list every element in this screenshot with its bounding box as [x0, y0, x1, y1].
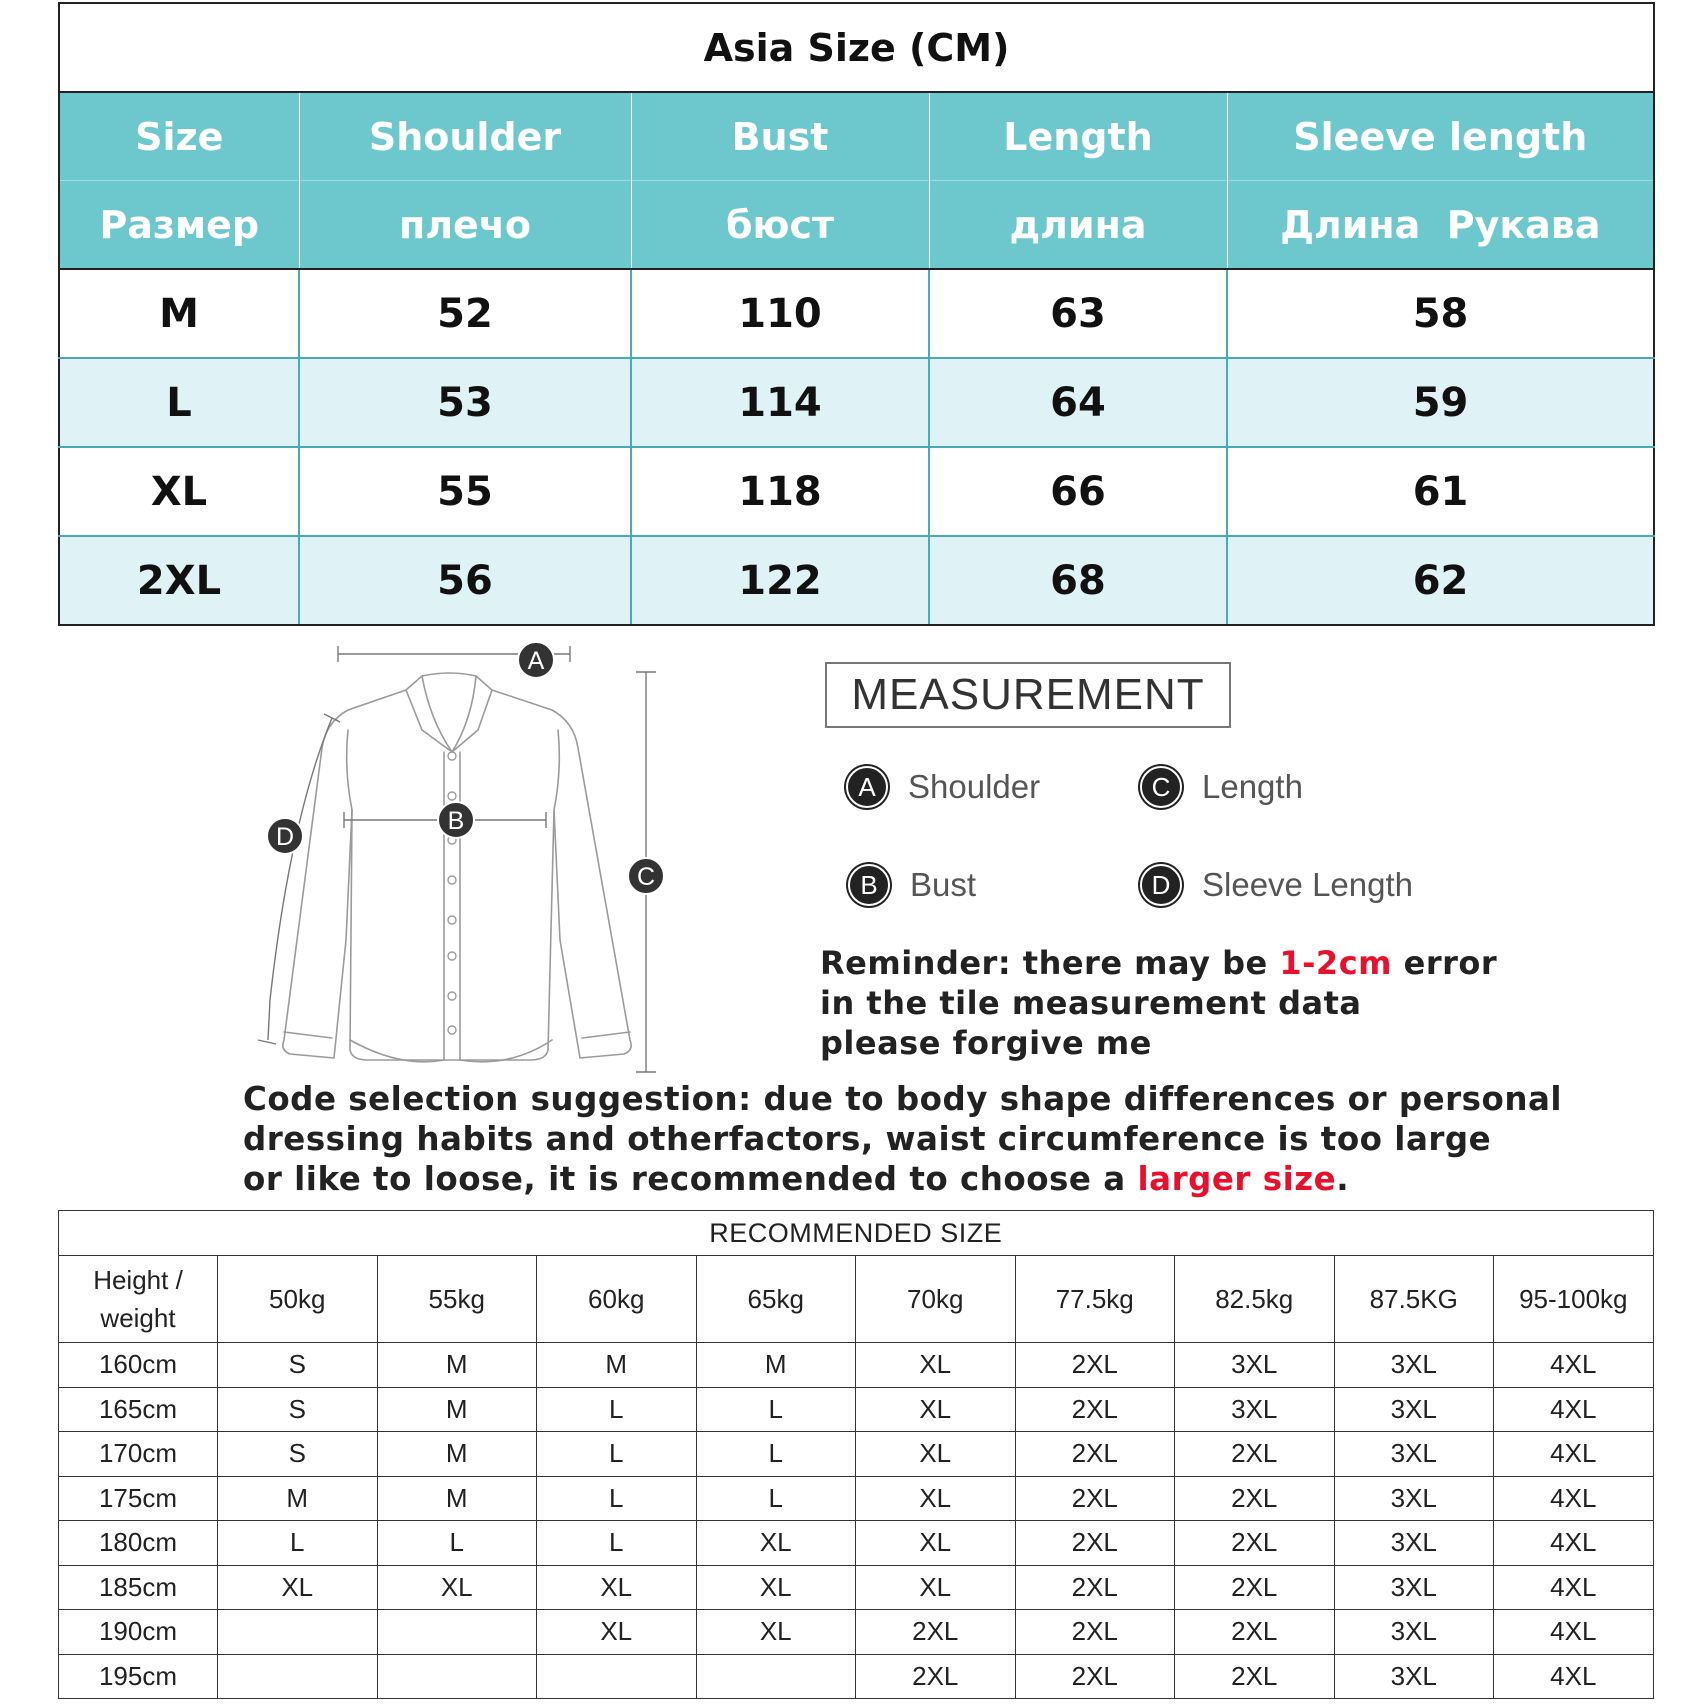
- size-cell: 2XL: [1015, 1654, 1175, 1699]
- weight-header: 95-100kg: [1494, 1256, 1654, 1343]
- size-cell: XL: [696, 1521, 856, 1566]
- size-cell: XL: [377, 1565, 537, 1610]
- size-cell: 3XL: [1175, 1343, 1335, 1388]
- size-cell: M: [377, 1387, 537, 1432]
- size-cell: S: [218, 1387, 378, 1432]
- measurement-title: MEASUREMENT: [825, 662, 1231, 728]
- marker-b-icon: [438, 802, 474, 838]
- size-cell: 2XL: [1015, 1521, 1175, 1566]
- size-cell: 4XL: [1494, 1521, 1654, 1566]
- length-cell: 63: [929, 269, 1227, 358]
- size-cell: 4XL: [1494, 1565, 1654, 1610]
- size-cell: 3XL: [1334, 1432, 1494, 1477]
- size-cell: L: [696, 1387, 856, 1432]
- recommended-size-table: [58, 1210, 1654, 1699]
- legend-length: [1140, 766, 1303, 808]
- size-cell: S: [218, 1343, 378, 1388]
- header-shoulder: Shoulder: [299, 92, 631, 181]
- size-cell: 2XL: [1015, 1610, 1175, 1655]
- header-bust-ru: бюст: [631, 181, 929, 270]
- size-cell: 3XL: [1334, 1476, 1494, 1521]
- size-cell: 4XL: [1494, 1654, 1654, 1699]
- legend-bust: [848, 864, 976, 906]
- size-cell: 2XL: [1015, 1565, 1175, 1610]
- svg-text:A: A: [527, 647, 545, 675]
- shoulder-cell: 56: [299, 536, 631, 625]
- size-cell: L: [218, 1521, 378, 1566]
- length-cell: 68: [929, 536, 1227, 625]
- size-cell: L: [537, 1432, 697, 1477]
- header-size-ru: Размер: [59, 181, 299, 270]
- table-row: [59, 1387, 1654, 1432]
- height-weight-corner: [59, 1256, 218, 1343]
- size-chart-title: Asia Size (CM): [59, 3, 1654, 92]
- reminder-highlight: 1-2cm: [1279, 944, 1392, 982]
- suggestion-line-3: or like to loose, it is recommended to choose a: [243, 1160, 1138, 1198]
- size-cell: 3XL: [1334, 1565, 1494, 1610]
- height-cell: 195cm: [59, 1654, 218, 1699]
- size-cell: 3XL: [1334, 1610, 1494, 1655]
- size-cell: 2XL: [1175, 1610, 1335, 1655]
- table-row: [59, 1654, 1654, 1699]
- badge-b-icon: B: [848, 864, 890, 906]
- size-cell: M: [59, 269, 299, 358]
- size-cell: XL: [696, 1610, 856, 1655]
- length-cell: 66: [929, 447, 1227, 536]
- header-size: Size: [59, 92, 299, 181]
- size-cell: [218, 1610, 378, 1655]
- reminder-text-end: error: [1392, 944, 1498, 982]
- size-cell: L: [696, 1476, 856, 1521]
- size-cell: [377, 1610, 537, 1655]
- size-cell: 2XL: [1015, 1432, 1175, 1477]
- size-cell: 2XL: [1175, 1654, 1335, 1699]
- recommended-title: RECOMMENDED SIZE: [59, 1211, 1654, 1256]
- marker-d-icon: [267, 818, 303, 854]
- size-cell: 4XL: [1494, 1432, 1654, 1477]
- size-cell: M: [377, 1476, 537, 1521]
- size-cell: XL: [537, 1565, 697, 1610]
- size-cell: XL: [59, 447, 299, 536]
- badge-d-icon: D: [1140, 864, 1182, 906]
- marker-a-icon: [518, 642, 554, 678]
- shoulder-cell: 52: [299, 269, 631, 358]
- height-cell: 185cm: [59, 1565, 218, 1610]
- sleeve-cell: 58: [1227, 269, 1654, 358]
- reminder-line-2: in the tile measurement data: [820, 984, 1362, 1022]
- size-cell: [537, 1654, 697, 1699]
- weight-header: 50kg: [218, 1256, 378, 1343]
- header-bust: Bust: [631, 92, 929, 181]
- size-cell: L: [537, 1387, 697, 1432]
- weight-header: 77.5kg: [1015, 1256, 1175, 1343]
- size-cell: 2XL: [1175, 1432, 1335, 1477]
- suggestion-line-2: dressing habits and otherfactors, waist circumference is too large: [243, 1120, 1492, 1158]
- size-cell: 3XL: [1175, 1387, 1335, 1432]
- size-cell: XL: [856, 1565, 1016, 1610]
- reminder-line-3: please forgive me: [820, 1024, 1152, 1062]
- size-chart-table: [58, 2, 1655, 626]
- size-cell: 2XL: [1175, 1476, 1335, 1521]
- legend-label: Shoulder: [908, 768, 1041, 805]
- legend-shoulder: [846, 766, 1040, 808]
- size-cell: XL: [537, 1610, 697, 1655]
- reminder-text: Reminder: there may be: [820, 944, 1280, 982]
- size-cell: 2XL: [856, 1610, 1016, 1655]
- marker-c-icon: [628, 858, 664, 894]
- size-cell: L: [696, 1432, 856, 1477]
- size-cell: 4XL: [1494, 1476, 1654, 1521]
- table-row: [59, 1343, 1654, 1388]
- suggestion-line-1: Code selection suggestion: due to body shape differences or personal: [243, 1080, 1563, 1118]
- size-cell: XL: [856, 1521, 1016, 1566]
- size-cell: XL: [856, 1387, 1016, 1432]
- weight-header: 60kg: [537, 1256, 697, 1343]
- suggestion-end: .: [1336, 1160, 1350, 1198]
- header-length-ru: длина: [929, 181, 1227, 270]
- size-cell: S: [218, 1432, 378, 1477]
- size-cell: 2XL: [59, 536, 299, 625]
- bust-cell: 118: [631, 447, 929, 536]
- size-cell: 4XL: [1494, 1387, 1654, 1432]
- svg-text:B: B: [447, 807, 465, 835]
- height-cell: 165cm: [59, 1387, 218, 1432]
- weight-header: 65kg: [696, 1256, 856, 1343]
- height-cell: 160cm: [59, 1343, 218, 1388]
- size-cell: 2XL: [1175, 1565, 1335, 1610]
- size-cell: L: [59, 358, 299, 447]
- size-row-l: [59, 358, 1654, 447]
- size-cell: 2XL: [1015, 1387, 1175, 1432]
- shoulder-cell: 53: [299, 358, 631, 447]
- legend-label: Bust: [910, 866, 977, 903]
- size-row-xl: [59, 447, 1654, 536]
- bust-cell: 110: [631, 269, 929, 358]
- bust-cell: 122: [631, 536, 929, 625]
- legend-label: Length: [1202, 768, 1303, 805]
- size-cell: M: [696, 1343, 856, 1388]
- table-row: [59, 1432, 1654, 1477]
- sleeve-cell: 62: [1227, 536, 1654, 625]
- size-cell: XL: [856, 1343, 1016, 1388]
- size-cell: XL: [856, 1476, 1016, 1521]
- legend-sleeve-length: [1140, 864, 1413, 906]
- table-row: [59, 1565, 1654, 1610]
- size-cell: 3XL: [1334, 1654, 1494, 1699]
- height-cell: 180cm: [59, 1521, 218, 1566]
- table-row: [59, 1521, 1654, 1566]
- sleeve-cell: 59: [1227, 358, 1654, 447]
- header-shoulder-ru: плечо: [299, 181, 631, 270]
- suggestion-highlight: larger size: [1137, 1160, 1337, 1198]
- size-cell: 2XL: [1015, 1343, 1175, 1388]
- size-cell: 4XL: [1494, 1610, 1654, 1655]
- size-row-2xl: [59, 536, 1654, 625]
- size-suggestion: [243, 1079, 1562, 1199]
- badge-a-icon: A: [846, 766, 888, 808]
- size-cell: 3XL: [1334, 1387, 1494, 1432]
- shirt-diagram: [240, 640, 680, 1080]
- size-cell: M: [537, 1343, 697, 1388]
- corner-line-1: Height /: [93, 1265, 183, 1295]
- svg-text:D: D: [275, 823, 295, 851]
- svg-text:C: C: [636, 863, 656, 891]
- size-cell: M: [377, 1343, 537, 1388]
- size-cell: 2XL: [1175, 1521, 1335, 1566]
- size-cell: M: [377, 1432, 537, 1477]
- height-cell: 175cm: [59, 1476, 218, 1521]
- size-cell: 4XL: [1494, 1343, 1654, 1388]
- size-row-m: [59, 269, 1654, 358]
- size-cell: L: [377, 1521, 537, 1566]
- legend-label: Sleeve Length: [1202, 866, 1414, 903]
- table-row: [59, 1476, 1654, 1521]
- size-cell: 2XL: [856, 1654, 1016, 1699]
- size-cell: 2XL: [1015, 1476, 1175, 1521]
- weight-header-row: [59, 1256, 1654, 1343]
- badge-c-icon: C: [1140, 766, 1182, 808]
- weight-header: 87.5KG: [1334, 1256, 1494, 1343]
- size-cell: [696, 1654, 856, 1699]
- size-cell: [377, 1654, 537, 1699]
- shoulder-cell: 55: [299, 447, 631, 536]
- size-cell: L: [537, 1476, 697, 1521]
- height-cell: 170cm: [59, 1432, 218, 1477]
- weight-header: 82.5kg: [1175, 1256, 1335, 1343]
- size-cell: L: [537, 1521, 697, 1566]
- table-row: [59, 1610, 1654, 1655]
- header-sleeve-length-ru: Длина Рукава: [1227, 181, 1654, 270]
- size-cell: 3XL: [1334, 1343, 1494, 1388]
- header-sleeve-length: Sleeve length: [1227, 92, 1654, 181]
- size-cell: 3XL: [1334, 1521, 1494, 1566]
- weight-header: 55kg: [377, 1256, 537, 1343]
- reminder-note: [820, 943, 1497, 1063]
- height-cell: 190cm: [59, 1610, 218, 1655]
- length-cell: 64: [929, 358, 1227, 447]
- weight-header: 70kg: [856, 1256, 1016, 1343]
- size-cell: XL: [856, 1432, 1016, 1477]
- bust-cell: 114: [631, 358, 929, 447]
- size-cell: XL: [218, 1565, 378, 1610]
- size-cell: M: [218, 1476, 378, 1521]
- corner-line-2: weight: [100, 1303, 176, 1333]
- header-length: Length: [929, 92, 1227, 181]
- sleeve-cell: 61: [1227, 447, 1654, 536]
- size-cell: [218, 1654, 378, 1699]
- size-cell: XL: [696, 1565, 856, 1610]
